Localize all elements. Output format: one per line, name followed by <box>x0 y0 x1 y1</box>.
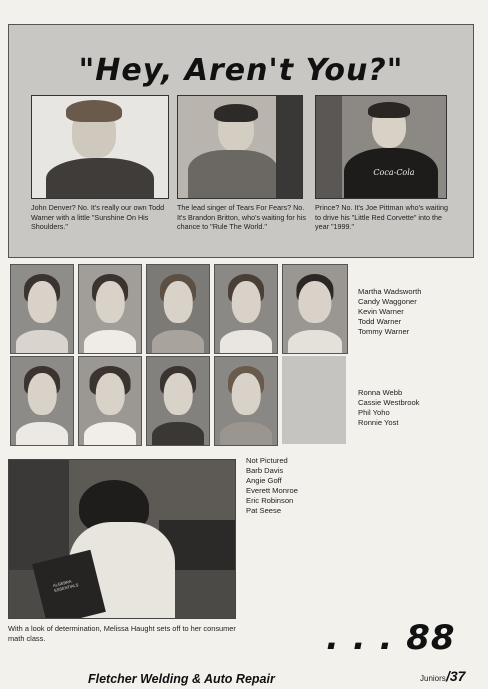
shirt-logo: Coca-Cola <box>373 168 415 177</box>
section-label: Juniors <box>420 674 446 683</box>
student-name: Phil Yoho <box>358 408 390 417</box>
portrait <box>10 264 74 354</box>
portrait <box>282 264 348 354</box>
student-name: Barb Davis <box>246 466 284 475</box>
feature-caption-1: John Denver? No. It's really our own Todd Warner with a little "Sunshine On His Shoulders." <box>31 203 165 231</box>
feature-photo-3 <box>315 95 447 199</box>
portrait <box>146 356 210 446</box>
student-name: Todd Warner <box>358 317 402 326</box>
student-name: Cassie Westbrook <box>358 398 420 407</box>
student-name: Ronnie Yost <box>358 418 399 427</box>
names-row-1 <box>358 287 421 337</box>
page-slash: / <box>446 668 450 684</box>
year-marker: . . . 88 <box>326 618 456 658</box>
names-row-2 <box>358 388 419 428</box>
feature-photo-2 <box>177 95 303 199</box>
page-number-value: 37 <box>449 668 466 684</box>
feature-box <box>8 24 474 258</box>
portrait <box>10 356 74 446</box>
portrait <box>214 264 278 354</box>
student-name: Ronna Webb <box>358 388 403 397</box>
student-name: Angie Goff <box>246 476 282 485</box>
portrait <box>78 264 142 354</box>
portrait <box>214 356 278 446</box>
student-name: Eric Robinson <box>246 496 294 505</box>
feature-caption-3: Prince? No. It's Joe Pittman who's waiting to drive his "Little Red Corvette" into the year "1999." <box>315 203 448 231</box>
portrait <box>78 356 142 446</box>
feature-photo-1 <box>31 95 169 199</box>
portrait <box>146 264 210 354</box>
feature-caption-2: The lead singer of Tears For Fears? No. It's Brandon Britton, who's waiting for his chance to "Rule The World." <box>177 203 306 231</box>
feature-title: "Hey, Aren't You?" <box>78 53 404 88</box>
footer-section <box>420 674 446 683</box>
student-name: Everett Monroe <box>246 486 298 495</box>
blank-portrait-box <box>282 356 346 444</box>
student-name: Candy Waggoner <box>358 297 417 306</box>
candid-caption: With a look of determination, Melissa Haught sets off to her consumer math class. <box>8 624 236 643</box>
candid-photo <box>8 459 236 619</box>
student-name: Pat Seese <box>246 506 282 515</box>
book-label: ALGEBRA ESSENTIALS <box>52 578 79 593</box>
page-number <box>446 668 465 684</box>
student-name: Tommy Warner <box>358 327 410 336</box>
not-pictured <box>246 456 298 516</box>
student-name: Martha Wadsworth <box>358 287 422 296</box>
not-pictured-heading: Not Pictured <box>246 456 288 465</box>
student-name: Kevin Warner <box>358 307 404 316</box>
footer-ad: Fletcher Welding & Auto Repair <box>88 672 275 686</box>
